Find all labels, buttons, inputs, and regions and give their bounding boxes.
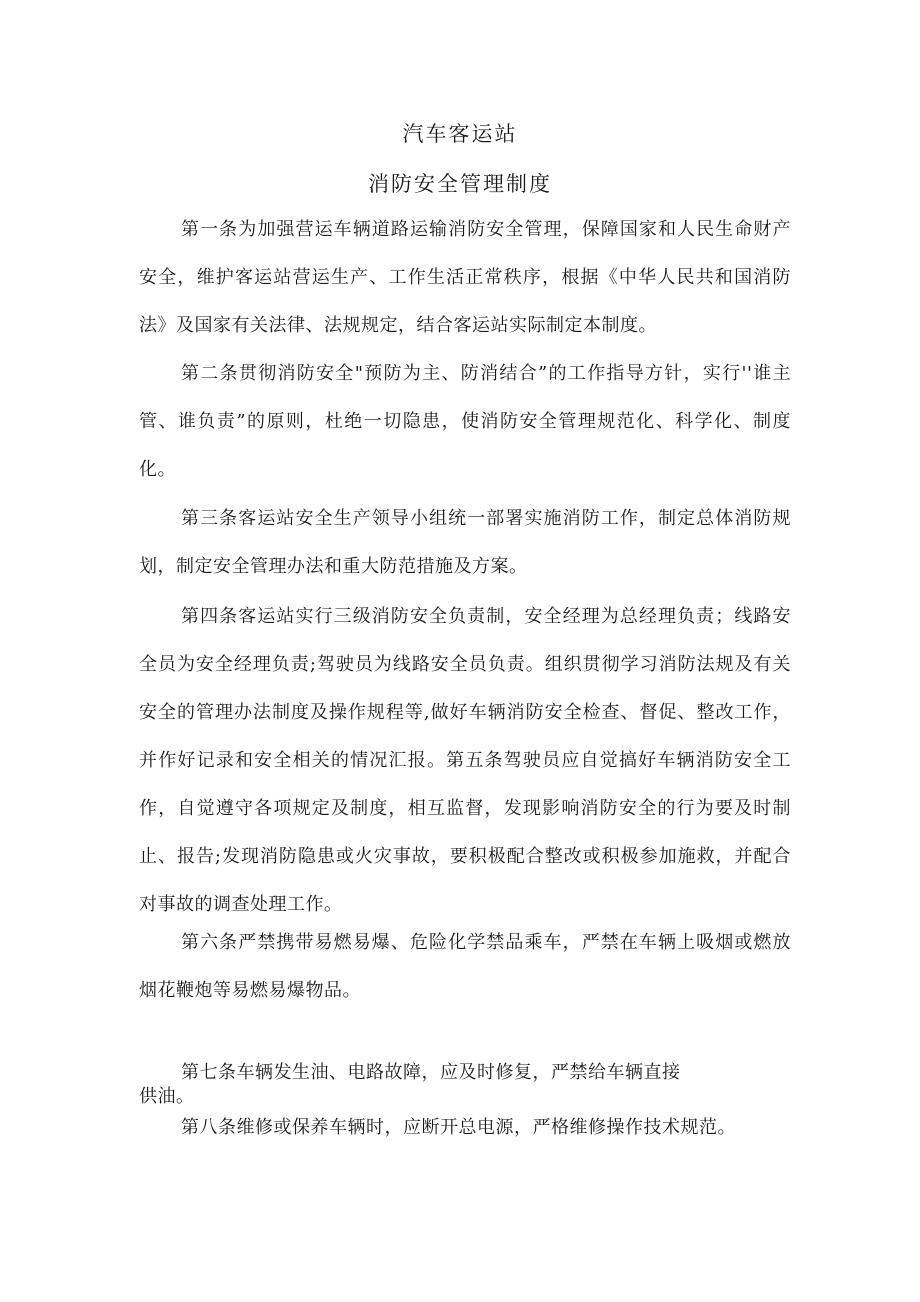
document-title-line1: 汽车客运站 [402,122,518,146]
article-1-paragraph: 第一条为加强营运车辆道路运输消防安全管理，保障国家和人民生命财产安全，维护客运站营运生产、工作生活正常秩序，根据《中华人民共和国消防法》及国家有关法律、法规规定，结合客运站实际制定本制度。 [139,219,791,336]
article-7-line1: 第七条车辆发生油、电路故障，应及时修复，严禁给车辆直接 [181,1062,681,1083]
article-2-paragraph: 第二条贯彻消防安全"预防为主、防消结合”的工作指导方针，实行''谁主管、谁负责”的原则，杜绝一切隐患，使消防安全管理规范化、科学化、制度化。 [139,363,791,480]
article-3-paragraph: 第三条客运站安全生产领导小组统一部署实施消防工作，制定总体消防规划，制定安全管理办法和重大防范措施及方案。 [139,508,791,577]
article-8-paragraph: 第八条维修或保养车辆时，应断开总电源，严格维修操作技术规范。 [181,1117,736,1138]
document-title-line2: 消防安全管理制度 [368,172,552,196]
article-7-line2: 供油。 [139,1086,195,1107]
article-7-paragraph [139,1061,681,1109]
article-4-5-paragraph: 第四条客运站实行三级消防安全负责制，安全经理为总经理负责；线路安全员为安全经理负责;驾驶员为线路安全员负责。组织贯彻学习消防法规及有关安全的管理办法制度及操作规程等,做好车辆消防安全检查、督促、整改工作，并作好记录和安全相关的情况汇报。第五条驾驶员应自觉搞好车辆消防安全工作，自觉遵守各项规定及制度，相互监督，发现影响消防安全的行为要及时制止、报告;发现消防隐患或火灾事故，要积极配合整改或积极参加施救，并配合对事故的调查处理工作。 [139,606,791,915]
article-6-paragraph: 第六条严禁携带易燃易爆、危险化学禁品乘车，严禁在车辆上吸烟或燃放烟花鞭炮等易燃易爆物品。 [139,932,791,1001]
